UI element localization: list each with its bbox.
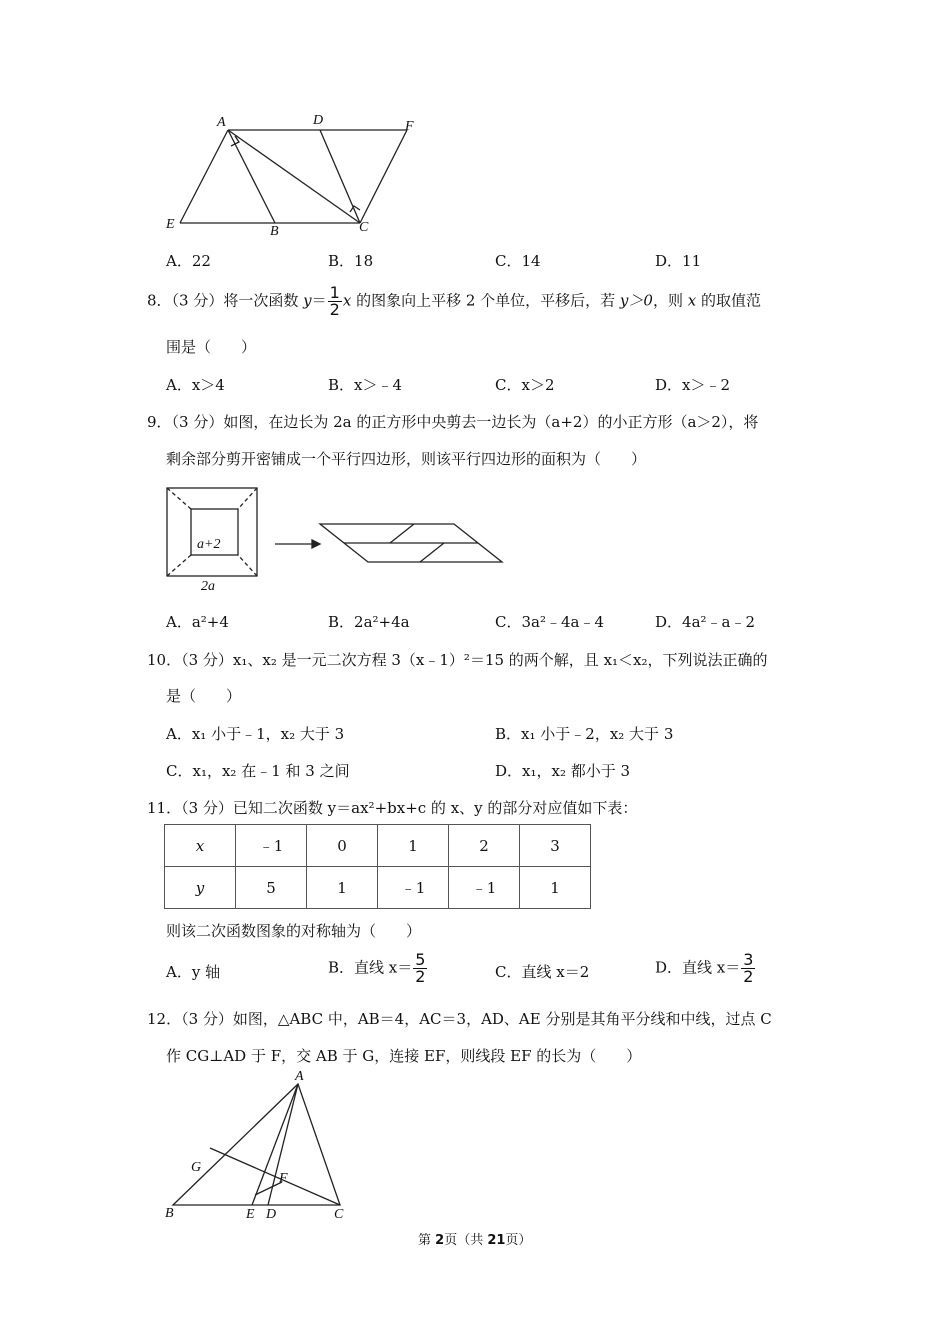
table-cell: y	[165, 867, 236, 909]
q7-option-d: D．11	[655, 252, 702, 270]
q8-stem-line2: 围是（ ）	[166, 338, 257, 356]
table-cell: 0	[307, 825, 378, 867]
table-cell: ﹣1	[449, 867, 520, 909]
table-row	[165, 825, 591, 867]
q12-stem-line2: 作 CG⊥AD 于 F，交 AB 于 G，连接 EF，则线段 EF 的长为（ ）	[166, 1047, 642, 1065]
table-cell: 1	[378, 825, 449, 867]
label-A: A	[217, 115, 226, 130]
label-E: E	[246, 1207, 255, 1222]
table-cell: x	[165, 825, 236, 867]
q11-option-a: A．y 轴	[166, 963, 221, 981]
q10-option-a: A．x₁ 小于﹣1，x₂ 大于 3	[166, 725, 345, 743]
label-G: G	[191, 1160, 202, 1175]
table-cell: 2	[449, 825, 520, 867]
q10-stem-line2: 是（ ）	[166, 687, 242, 705]
q10-option-d: D．x₁，x₂ 都小于 3	[495, 762, 631, 780]
table-cell: 3	[520, 825, 591, 867]
label-B: B	[270, 224, 279, 239]
q9-option-d: D．4a²﹣a﹣2	[655, 613, 756, 631]
table-cell: 1	[520, 867, 591, 909]
label-2a: 2a	[201, 579, 215, 594]
q8-option-b: B．x＞﹣4	[328, 376, 403, 394]
fraction-three-halves: $\frac{3}{2}$	[743, 950, 754, 986]
q7-option-c: C．14	[495, 252, 541, 270]
q8-stem-line1: 8．（3 分）将一次函数 y＝ $\frac{1}{2}$ x 的图象向上平移 2 个单位，平移后，若 y＞0，则 x 的取值范	[147, 283, 761, 319]
q12-stem-line1: 12．（3 分）如图，△ABC 中，AB＝4，AC＝3，AD、AE 分别是其角平分线和中线，过点 C	[147, 1010, 772, 1028]
value-table	[164, 824, 591, 909]
label-a-plus-2: a+2	[197, 537, 221, 552]
q10-stem-line1: 10．（3 分）x₁、x₂ 是一元二次方程 3（x﹣1）²＝15 的两个解，且 x₁＜x₂，下列说法正确的	[147, 651, 768, 669]
label-D: D	[266, 1207, 277, 1222]
q9-option-c: C．3a²﹣4a﹣4	[495, 613, 605, 631]
q9-stem-line2: 剩余部分剪开密铺成一个平行四边形，则该平行四边形的面积为（ ）	[166, 450, 647, 468]
q8-option-c: C．x＞2	[495, 376, 555, 394]
q11-option-c: C．直线 x＝2	[495, 963, 590, 981]
table-cell: 1	[307, 867, 378, 909]
q7-option-a: A．22	[166, 252, 211, 270]
label-F: F	[279, 1171, 288, 1186]
q11-stem-line2: 则该二次函数图象的对称轴为（ ）	[166, 922, 422, 940]
page-footer: 第 2页（共 21页）	[418, 1233, 532, 1248]
parallelogram-figure	[160, 110, 430, 245]
table-row	[165, 867, 591, 909]
fraction-one-half: $\frac{1}{2}$	[329, 283, 340, 319]
q11-option-d: D．直线 x＝ $\frac{3}{2}$	[655, 950, 754, 986]
q8-option-a: A．x＞4	[166, 376, 225, 394]
triangle-figure	[160, 1070, 360, 1220]
label-C: C	[334, 1207, 344, 1222]
q8-option-d: D．x＞﹣2	[655, 376, 731, 394]
label-C: C	[359, 220, 369, 235]
q9-option-a: A．a²+4	[166, 613, 229, 631]
q9-stem-line1: 9．（3 分）如图，在边长为 2a 的正方形中央剪去一边长为（a+2）的小正方形（a＞2），将	[147, 413, 759, 431]
q10-option-b: B．x₁ 小于﹣2，x₂ 大于 3	[495, 725, 674, 743]
label-D: D	[313, 113, 324, 128]
q10-option-c: C．x₁，x₂ 在﹣1 和 3 之间	[166, 762, 350, 780]
q7-option-b: B．18	[328, 252, 374, 270]
label-E: E	[166, 217, 175, 232]
table-cell: ﹣1	[236, 825, 307, 867]
q11-stem-line1: 11．（3 分）已知二次函数 y＝ax²+bx+c 的 x、y 的部分对应值如下表：	[147, 799, 638, 817]
label-B: B	[165, 1206, 174, 1221]
label-F: F	[405, 119, 414, 134]
fraction-five-halves: $\frac{5}{2}$	[415, 950, 426, 986]
q11-option-b: B．直线 x＝ $\frac{5}{2}$	[328, 950, 426, 986]
table-cell: ﹣1	[378, 867, 449, 909]
square-cut-figure	[162, 482, 512, 582]
label-A: A	[295, 1069, 304, 1084]
table-cell: 5	[236, 867, 307, 909]
q9-option-b: B．2a²+4a	[328, 613, 410, 631]
